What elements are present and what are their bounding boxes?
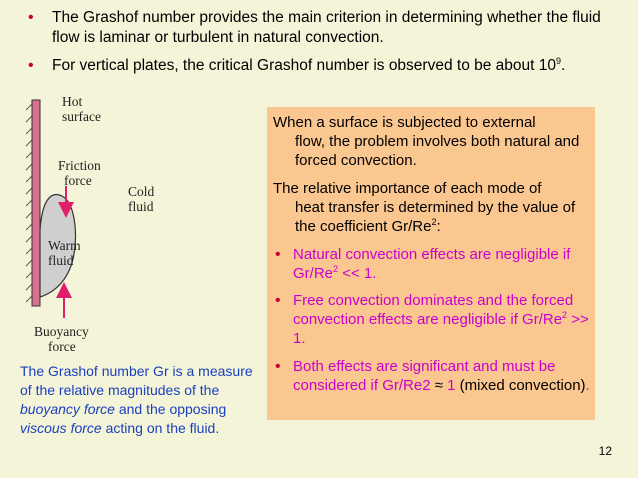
plate-hatching	[26, 104, 32, 302]
para-external-flow: When a surface is subjected to external flow, the problem involves both natural and forced convection.	[273, 114, 580, 169]
top-bullet-list	[26, 8, 626, 84]
bullet-dot-icon: •	[275, 292, 281, 309]
plate-diagram	[20, 92, 190, 362]
mixed-convection-box	[267, 107, 595, 420]
bullet-dot-icon: •	[28, 9, 34, 26]
natural-convection-figure	[20, 92, 190, 362]
grashof-caption: The Grashof number Gr is a measure of the relative magnitudes of the buoyancy force and the opposing viscous force acting on the fluid.	[20, 363, 253, 436]
para-relative-importance: The relative importance of each mode of heat transfer is determined by the value of the coefficient Gr/Re$^2$:	[273, 180, 576, 235]
label-friction-force: Friction force	[58, 158, 101, 188]
bullet-dot-icon: •	[275, 246, 281, 263]
bullet-dot-icon: •	[28, 57, 34, 74]
bullet-natural-negligible: • Natural convection effects are negligible if $Gr/Re^2 << 1$.	[275, 246, 571, 282]
bullet-dot-icon: •	[275, 358, 281, 375]
label-buoyancy-force: Buoyancy force	[34, 324, 89, 354]
bullet-critical-grashof: • For vertical plates, the critical Grashof number is observed to be about $10^9$.	[28, 55, 566, 74]
bullet-free-dominates: • Free convection dominates and the forced convection effects are negligible if $Gr/Re^2 >> 1$.	[275, 292, 589, 347]
label-cold-fluid: Cold fluid	[128, 184, 155, 214]
bullet-both-significant: • Both effects are significant and must be considered if Gr/Re2 ≈ 1 (mixed convection).	[275, 358, 590, 394]
label-hot-surface: Hot surface	[62, 94, 101, 124]
page-number: 12	[598, 444, 612, 458]
bullet-grashof-criterion: • The Grashof number provides the main criterion in determining whether the fluid flow is laminar or turbulent in natural convection.	[28, 9, 601, 46]
label-warm-fluid: Warm fluid	[48, 238, 81, 268]
hot-plate	[32, 100, 40, 306]
